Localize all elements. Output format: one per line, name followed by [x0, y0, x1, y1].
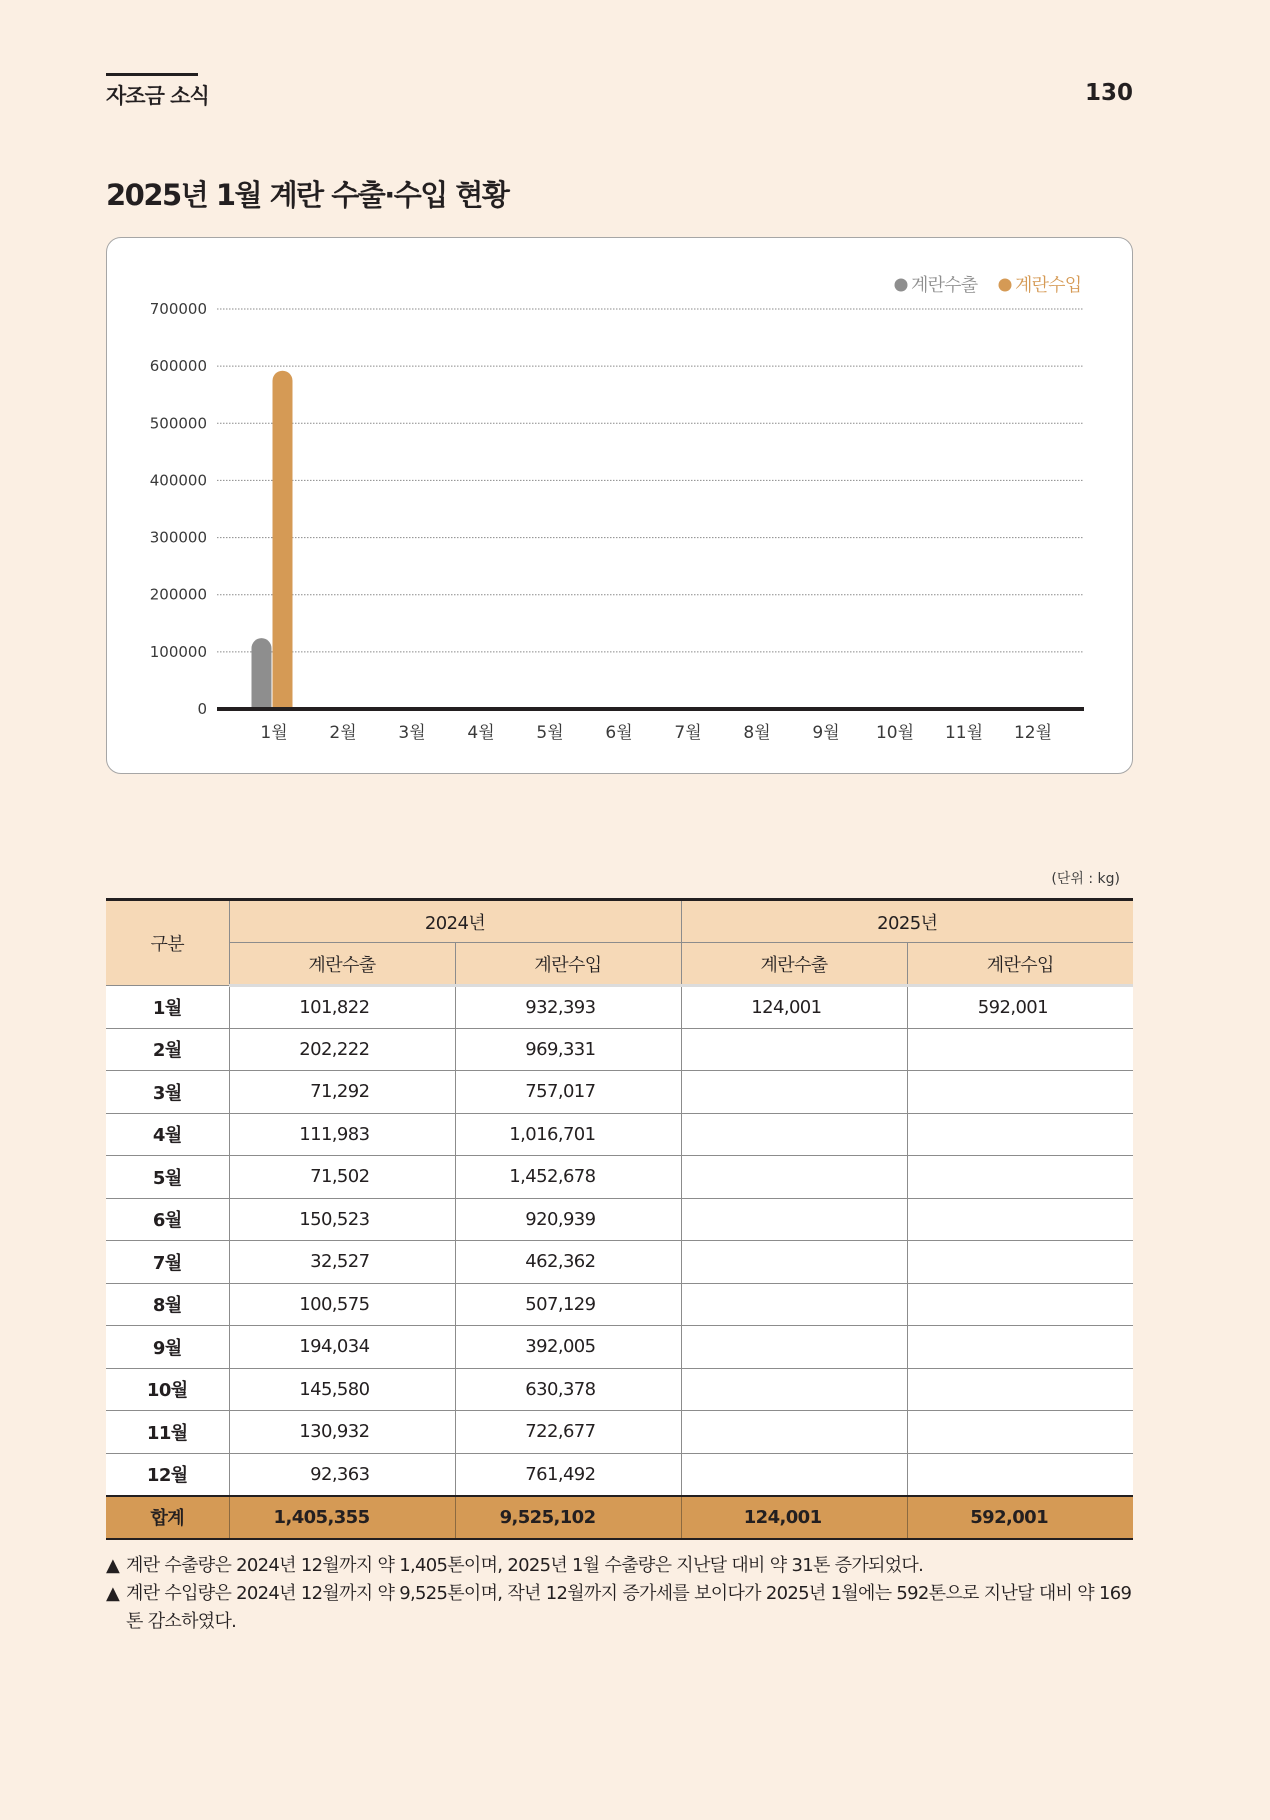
- cell-y2025-import: [907, 1326, 1133, 1369]
- cell-y2025-import: [907, 1241, 1133, 1284]
- section-label: 자조금 소식: [106, 84, 209, 108]
- sub-header-2024-export: 계란수출: [229, 943, 455, 986]
- cell-y2024-import: 932,393: [455, 986, 681, 1029]
- row-month-label: 12월: [106, 1453, 229, 1496]
- total-2024-import: 9,525,102: [455, 1496, 681, 1539]
- table-row: [106, 1368, 1133, 1411]
- y-tick-label: 200000: [149, 585, 207, 604]
- cell-y2024-import: 757,017: [455, 1071, 681, 1114]
- cell-y2024-import: 462,362: [455, 1241, 681, 1284]
- cell-y2024-import: 761,492: [455, 1453, 681, 1496]
- y-tick-label: 600000: [149, 357, 207, 376]
- y-tick-label: 100000: [149, 642, 207, 661]
- cell-y2024-import: 920,939: [455, 1198, 681, 1241]
- x-tick-label: 4월: [467, 723, 495, 743]
- cell-y2024-import: 1,016,701: [455, 1113, 681, 1156]
- x-tick-label: 10월: [875, 723, 915, 743]
- row-month-label: 1월: [106, 986, 229, 1029]
- bar-chart: [107, 238, 1134, 775]
- cell-y2024-import: 392,005: [455, 1326, 681, 1369]
- cell-y2025-import: [907, 1198, 1133, 1241]
- table-row: [106, 1028, 1133, 1071]
- cell-y2025-export: [681, 1028, 907, 1071]
- y-tick-label: 700000: [149, 300, 207, 318]
- x-tick-label: 11월: [944, 723, 984, 743]
- total-row: [106, 1496, 1133, 1539]
- row-month-label: 11월: [106, 1411, 229, 1454]
- cell-y2024-export: 101,822: [229, 986, 455, 1029]
- row-month-label: 7월: [106, 1241, 229, 1284]
- cell-y2025-import: [907, 1368, 1133, 1411]
- row-month-label: 2월: [106, 1028, 229, 1071]
- row-month-label: 10월: [106, 1368, 229, 1411]
- cell-y2025-import: 592,001: [907, 986, 1133, 1029]
- note-text: 계란 수출량은 2024년 12월까지 약 1,405톤이며, 2025년 1월 수출량은 지난달 대비 약 31톤 증가되었다.: [126, 1555, 924, 1576]
- table-row: [106, 1241, 1133, 1284]
- x-tick-label: 7월: [674, 723, 702, 743]
- total-label: 합계: [106, 1496, 229, 1539]
- x-tick-label: 3월: [398, 723, 426, 743]
- triangle-icon: ▲: [106, 1583, 120, 1604]
- cell-y2025-export: [681, 1411, 907, 1454]
- total-2025-export: 124,001: [681, 1496, 907, 1539]
- cell-y2024-export: 150,523: [229, 1198, 455, 1241]
- row-month-label: 8월: [106, 1283, 229, 1326]
- cell-y2024-export: 194,034: [229, 1326, 455, 1369]
- note-item: [106, 1580, 1136, 1636]
- legend-label: 계란수입: [1015, 275, 1082, 296]
- sub-header-2024-import: 계란수입: [455, 943, 681, 986]
- x-tick-label: 9월: [812, 723, 840, 743]
- cell-y2025-export: [681, 1198, 907, 1241]
- unit-note: (단위 : kg): [1051, 871, 1120, 887]
- cell-y2024-export: 130,932: [229, 1411, 455, 1454]
- data-table: [106, 898, 1133, 1540]
- y-tick-label: 0: [197, 700, 207, 718]
- note-text: 계란 수입량은 2024년 12월까지 약 9,525톤이며, 작년 12월까지 증가세를 보이다가 2025년 1월에는 592톤으로 지난달 대비 약 169톤 감소하였다.: [126, 1583, 1132, 1632]
- cell-y2024-export: 202,222: [229, 1028, 455, 1071]
- table-row: [106, 1071, 1133, 1114]
- corner-header: 구분: [106, 900, 229, 986]
- sub-header-2025-export: 계란수출: [681, 943, 907, 986]
- bar-import: [273, 371, 293, 719]
- x-tick-label: 2월: [329, 723, 357, 743]
- page-number: 130: [1084, 80, 1133, 106]
- x-tick-label: 5월: [536, 723, 564, 743]
- row-month-label: 6월: [106, 1198, 229, 1241]
- y-tick-label: 500000: [149, 414, 207, 433]
- cell-y2024-export: 71,292: [229, 1071, 455, 1114]
- cell-y2025-export: [681, 1071, 907, 1114]
- x-tick-label: 12월: [1013, 723, 1053, 743]
- table-row: [106, 986, 1133, 1029]
- x-tick-label: 1월: [260, 723, 288, 743]
- cell-y2025-import: [907, 1071, 1133, 1114]
- row-month-label: 9월: [106, 1326, 229, 1369]
- cell-y2025-export: [681, 1156, 907, 1199]
- cell-y2025-export: [681, 1453, 907, 1496]
- table-row: [106, 1411, 1133, 1454]
- chart-panel: [106, 237, 1133, 774]
- cell-y2025-export: [681, 1113, 907, 1156]
- table-row: [106, 1453, 1133, 1496]
- cell-y2024-export: 71,502: [229, 1156, 455, 1199]
- cell-y2025-import: [907, 1028, 1133, 1071]
- cell-y2024-export: 145,580: [229, 1368, 455, 1411]
- x-tick-label: 6월: [605, 723, 633, 743]
- y-tick-label: 400000: [149, 471, 207, 490]
- y-tick-label: 300000: [149, 528, 207, 547]
- page-title: 2025년 1월 계란 수출·수입 현황: [106, 178, 509, 212]
- note-item: [106, 1552, 1136, 1580]
- total-2024-export: 1,405,355: [229, 1496, 455, 1539]
- table-row: [106, 1326, 1133, 1369]
- sub-header-2025-import: 계란수입: [907, 943, 1133, 986]
- cell-y2024-export: 111,983: [229, 1113, 455, 1156]
- cell-y2025-import: [907, 1411, 1133, 1454]
- row-month-label: 4월: [106, 1113, 229, 1156]
- cell-y2024-export: 100,575: [229, 1283, 455, 1326]
- row-month-label: 5월: [106, 1156, 229, 1199]
- cell-y2025-export: 124,001: [681, 986, 907, 1029]
- cell-y2024-export: 92,363: [229, 1453, 455, 1496]
- cell-y2024-import: 1,452,678: [455, 1156, 681, 1199]
- cell-y2025-import: [907, 1156, 1133, 1199]
- cell-y2025-export: [681, 1368, 907, 1411]
- legend-marker-icon: [895, 279, 908, 292]
- cell-y2024-import: 630,378: [455, 1368, 681, 1411]
- cell-y2024-import: 722,677: [455, 1411, 681, 1454]
- legend-marker-icon: [999, 279, 1012, 292]
- table-row: [106, 1198, 1133, 1241]
- cell-y2025-import: [907, 1453, 1133, 1496]
- table-row: [106, 1156, 1133, 1199]
- cell-y2025-import: [907, 1283, 1133, 1326]
- cell-y2024-import: 507,129: [455, 1283, 681, 1326]
- cell-y2025-export: [681, 1283, 907, 1326]
- cell-y2025-export: [681, 1326, 907, 1369]
- cell-y2025-export: [681, 1241, 907, 1284]
- year-header-2025: 2025년: [681, 900, 1133, 943]
- year-header-2024: 2024년: [229, 900, 681, 943]
- table-row: [106, 1113, 1133, 1156]
- baseline-mask: [217, 710, 1084, 722]
- legend-label: 계란수출: [911, 275, 978, 296]
- cell-y2024-export: 32,527: [229, 1241, 455, 1284]
- cell-y2025-import: [907, 1113, 1133, 1156]
- table-row: [106, 1283, 1133, 1326]
- bar-export: [252, 638, 272, 719]
- triangle-icon: ▲: [106, 1555, 120, 1576]
- total-2025-import: 592,001: [907, 1496, 1133, 1539]
- cell-y2024-import: 969,331: [455, 1028, 681, 1071]
- x-tick-label: 8월: [743, 723, 771, 743]
- notes: [106, 1552, 1136, 1636]
- row-month-label: 3월: [106, 1071, 229, 1114]
- header-rule: [106, 73, 198, 76]
